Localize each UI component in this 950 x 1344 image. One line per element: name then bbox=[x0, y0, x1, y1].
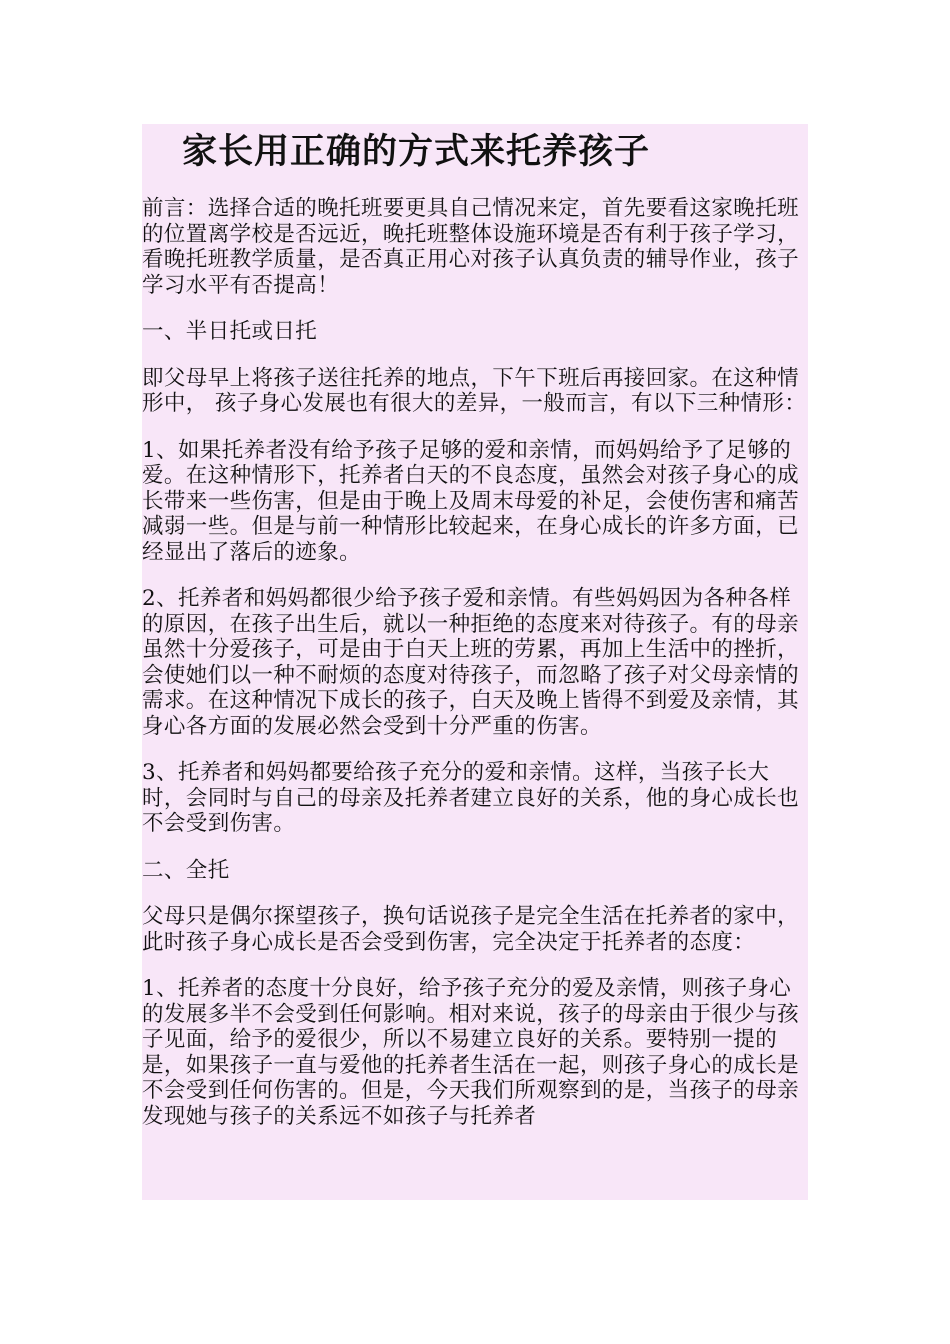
body-paragraph: 父母只是偶尔探望孩子，换句话说孩子是完全生活在托养者的家中，此时孩子身心成长是否会受到伤害，完全决定于托养者的态度： bbox=[142, 904, 800, 955]
document-title: 家长用正确的方式来托养孩子 bbox=[182, 132, 651, 172]
body-paragraph: 2、托养者和妈妈都很少给予孩子爱和亲情。有些妈妈因为各种各样的原因，在孩子出生后，就以一种拒绝的态度来对待孩子。有的母亲虽然十分爱孩子，可是由于白天上班的劳累，再加上生活中的挫折，会使她们以一种不耐烦的态度对待孩子，而忽略了孩子对父母亲情的需求。在这种情况下成长的孩子，白天及晚上皆得不到爱及亲情，其身心各方面的发展必然会受到十分严重的伤害。 bbox=[142, 586, 800, 739]
body-paragraph: 1、托养者的态度十分良好，给予孩子充分的爱及亲情，则孩子身心的发展多半不会受到任何影响。相对来说，孩子的母亲由于很少与孩子见面，给予的爱很少，所以不易建立良好的关系。要特别一提的是，如果孩子一直与爱他的托养者生活在一起，则孩子身心的成长是不会受到任何伤害的。但是，今天我们所观察到的是，当孩子的母亲发现她与孩子的关系远不如孩子与托养者 bbox=[142, 976, 800, 1129]
body-paragraph: 3、托养者和妈妈都要给孩子充分的爱和亲情。这样，当孩子长大时，会同时与自己的母亲及托养者建立良好的关系，他的身心成长也不会受到伤害。 bbox=[142, 760, 800, 836]
section-heading-full-time: 二、全托 bbox=[142, 857, 230, 883]
preface-paragraph: 前言：选择合适的晚托班要更具自己情况来定，首先要看这家晚托班的位置离学校是否远近，晚托班整体设施环境是否有利于孩子学习，看晚托班教学质量，是否真正用心对孩子认真负责的辅导作业，孩子学习水平有否提高！ bbox=[142, 196, 800, 298]
body-paragraph: 即父母早上将孩子送往托养的地点，下午下班后再接回家。在这种情形中， 孩子身心发展也有很大的差异，一般而言，有以下三种情形： bbox=[142, 365, 807, 416]
section-heading-half-day: 一、半日托或日托 bbox=[142, 319, 318, 344]
document-page bbox=[142, 124, 808, 1200]
body-paragraph: 1、如果托养者没有给予孩子足够的爱和亲情，而妈妈给予了足够的爱。在这种情形下，托养者白天的不良态度，虽然会对孩子身心的成长带来一些伤害，但是由于晚上及周末母爱的补足，会使伤害和痛苦减弱一些。但是与前一种情形比较起来，在身心成长的许多方面，已经显出了落后的迹象。 bbox=[142, 437, 800, 565]
document-body bbox=[142, 196, 808, 1129]
